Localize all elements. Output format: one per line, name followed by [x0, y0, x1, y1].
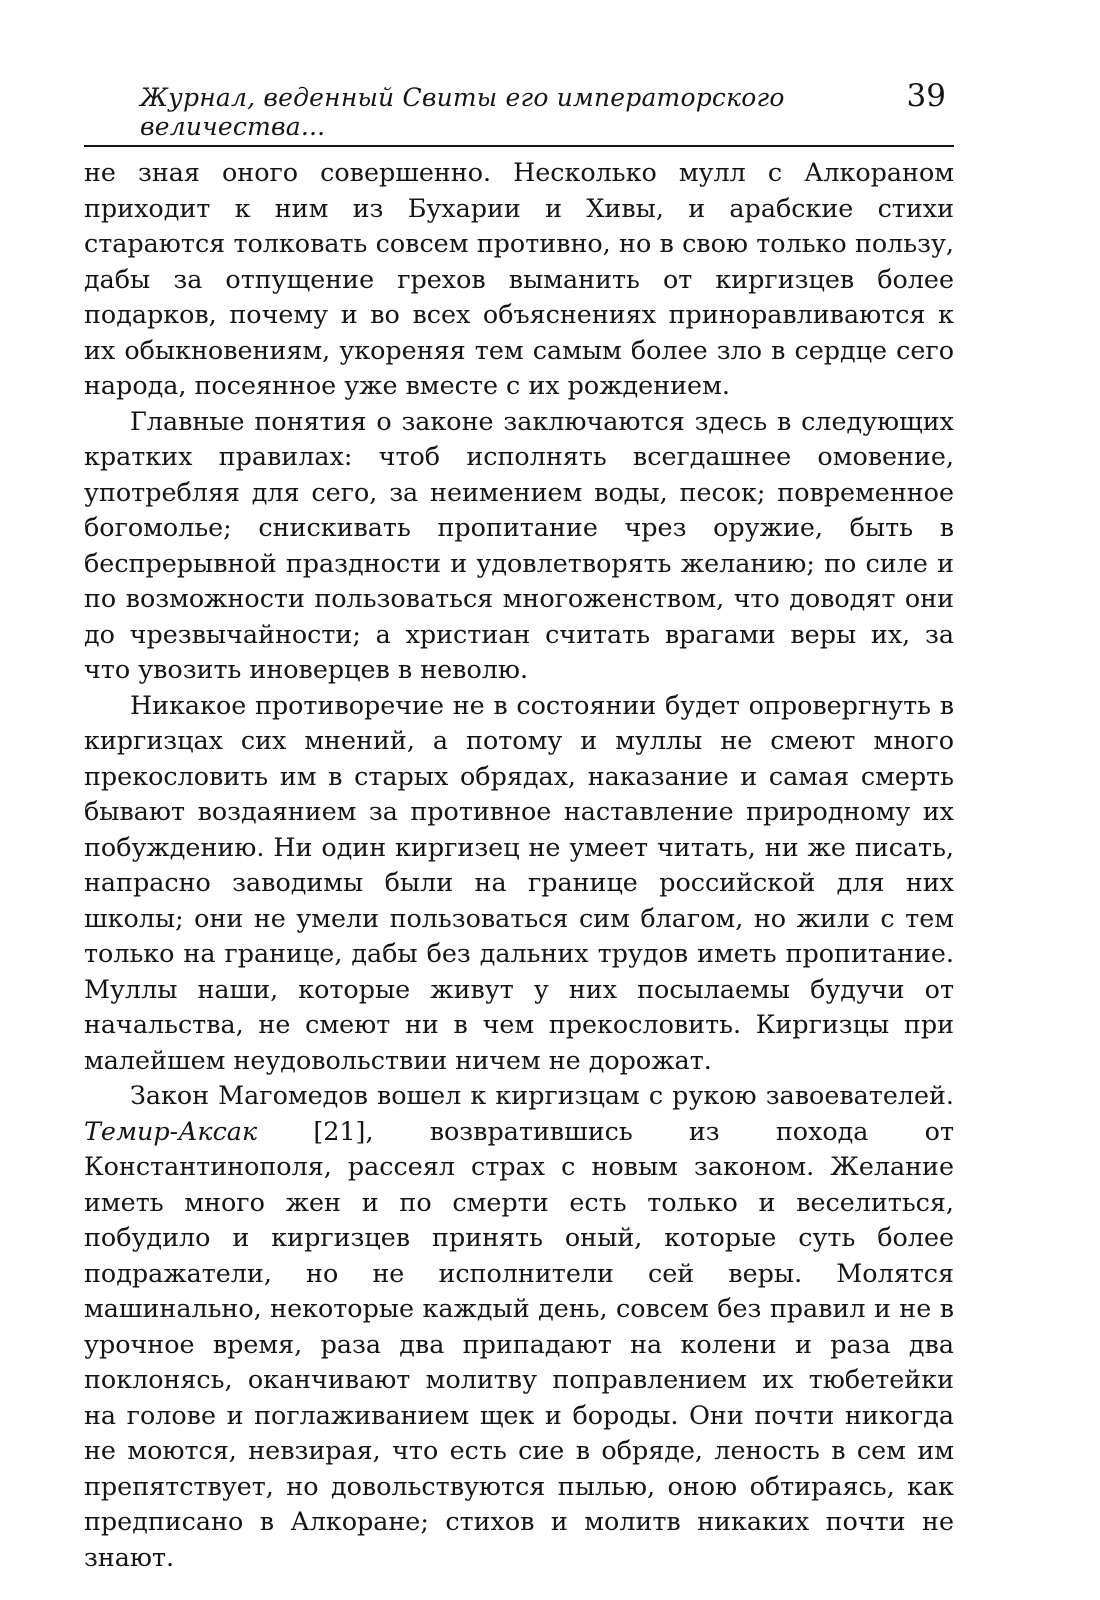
paragraph-text: не зная оного совершенно. Несколько мулл с Алкораном приходит к ним из Бухарии и Хивы, и арабские стихи стараются толковать совсем противно, но в свою только пользу, дабы за отпущение грехов выманить от киргизцев более подарков, почему и во всех объяснениях приноравливаются к их обыкновениям, укореняя тем самым более зло в сердце сего народа, посеянное уже вместе с их рождением.	[84, 157, 954, 400]
paragraph	[84, 1078, 954, 1575]
paragraph	[84, 404, 954, 688]
paragraph-text: Главные понятия о законе заключаются здесь в следующих кратких правилах: чтоб исполнять всегдашнее омовение, употребляя для сего, за неимением воды, песок; повременное богомолье; снискивать пропитание чрез оружие, быть в беспрерывной праздности и удовлетворять желанию; по силе и по возможности пользоваться многоженством, что доводят они до чрезвычайности; а христиан считать врагами веры их, за что увозить иноверцев в неволю.	[84, 405, 954, 684]
body-text	[84, 155, 954, 1575]
page-number: 39	[906, 78, 946, 114]
italic-name: Темир-Аксак	[84, 1115, 258, 1146]
paragraph-text: Никакое противоречие не в состоянии будет опровергнуть в киргизцах сих мнений, а потому и муллы не смеют много прекословить им в старых обрядах, наказание и самая смерть бывают воздаянием за противное наставление природному их побуждению. Ни один киргизец не умеет читать, ни же писать, напрасно заводимы были на границе российской для них школы; они не умели пользоваться сим благом, но жили с тем только на границе, дабы без дальних трудов иметь пропитание. Муллы наши, которые живут у них посылаемы будучи от начальства, не смеют ни в чем прекословить. Киргизцы при малейшем неудовольствии ничем не дорожат.	[84, 689, 954, 1075]
paragraph	[84, 688, 954, 1079]
book-page	[84, 78, 954, 1575]
paragraph-text: Закон Магомедов вошел к киргизцам с рукою завоевателей.	[130, 1080, 954, 1110]
paragraph-text: [21], возвратившись из похода от Константинополя, рассеял страх с новым законом. Желание иметь много жен и по смерти есть только и веселиться, побудило и киргизцев принять оный, которые суть более подражатели, но не исполнители сей веры. Молятся машинально, некоторые каждый день, совсем без правил и не в урочное время, раза два припадают на колени и раза два поклонясь, оканчивают молитву поправлением их тюбетейки на голове и поглаживанием щек и бороды. Они почти никогда не моются, невзирая, что есть сие в обряде, леность в сем им препятствует, но довольствуются пылью, оною обтираясь, как предписано в Алкоране; стихов и молитв никаких почти не знают.	[84, 1115, 954, 1572]
running-title: Журнал, веденный Свиты его императорского величества...	[140, 83, 785, 141]
paragraph	[84, 155, 954, 404]
running-header	[84, 78, 954, 147]
